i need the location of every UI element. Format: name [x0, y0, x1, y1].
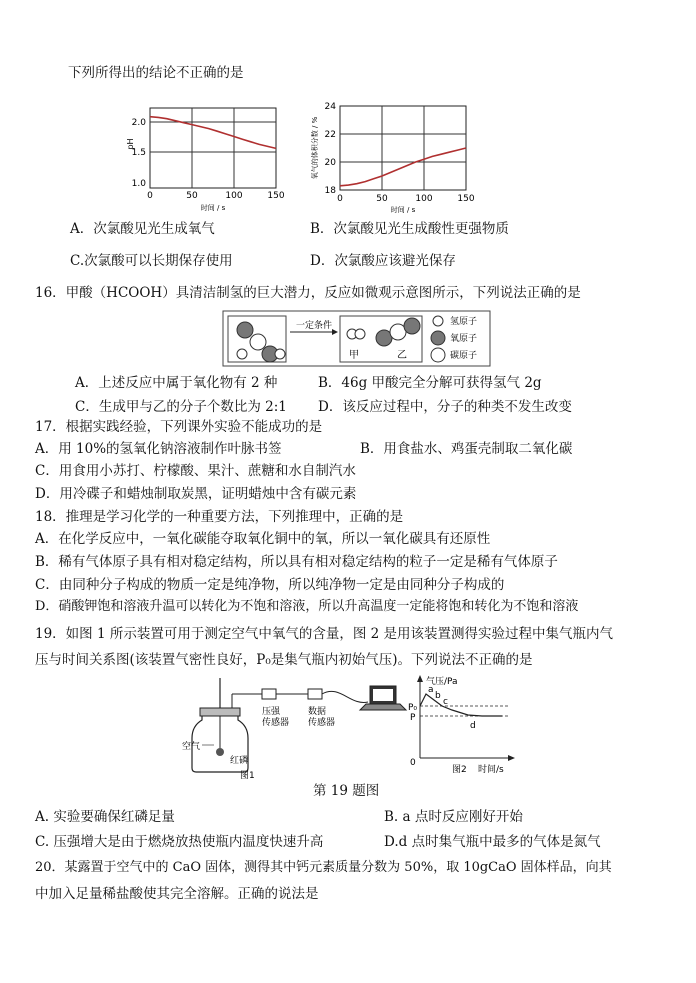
ph-ytick-1: 1.5 — [131, 148, 146, 158]
o2-xtick-0: 0 — [337, 194, 343, 204]
hydrogen-atom-icon — [237, 349, 247, 359]
fig2-pressure-curve — [420, 694, 502, 716]
o2-chart — [310, 98, 480, 214]
o2-xtick-2: 100 — [415, 194, 433, 204]
legend-carbon: 碳原子 — [450, 351, 478, 361]
o2-xtick-1: 50 — [376, 194, 388, 204]
pressure-sensor-icon — [262, 689, 276, 699]
fig2-p0: P₀ — [408, 703, 418, 713]
hydrogen-atom-icon — [275, 349, 285, 359]
ph-xtick-0: 0 — [147, 191, 153, 201]
q18-option-d[interactable]: D．硝酸钾饱和溶液升温可以转化为不饱和溶液，所以升高温度一定能将饱和转化为不饱和溶液 — [35, 599, 579, 614]
q19-figure2-pressure-chart — [378, 672, 518, 780]
o2-xtick-3: 150 — [457, 194, 475, 204]
fig2-xlabel: 时间/s — [478, 765, 504, 775]
o2-ytick-3: 24 — [324, 102, 336, 112]
ph-xlabel: 时间 / s — [200, 204, 226, 212]
fig2-ylabel: 气压/Pa — [426, 677, 458, 687]
q19-stem-line2: 压与时间关系图(该装置气密性良好，P₀是集气瓶内初始气压)。下列说法不正确的是 — [35, 652, 533, 668]
oxygen-atom-icon — [404, 318, 420, 334]
q16-option-a[interactable]: A．上述反应中属于氧化物有 2 种 — [75, 375, 278, 391]
fig2-point-c: c — [443, 697, 448, 707]
product-jia: 甲 — [349, 350, 359, 361]
q19-figure-title: 第 19 题图 — [313, 783, 380, 799]
ph-ytick-0: 1.0 — [131, 179, 146, 189]
o2-ytick-1: 20 — [324, 158, 336, 168]
ph-ylabel: pH — [126, 138, 135, 150]
legend-oxygen: 氧原子 — [450, 334, 478, 344]
carbon-atom-icon — [431, 348, 445, 362]
q17-stem: 17．根据实践经验，下列课外实验不能成功的是 — [35, 419, 323, 435]
carbon-atom-icon — [250, 334, 266, 350]
q20-line1: 20．某露置于空气中的 CaO 固体，测得其中钙元素质量分数为 50%，取 10gCaO 固体样品，向其 — [35, 860, 612, 875]
oxygen-atom-icon — [431, 331, 445, 345]
o2-xlabel: 时间 / s — [390, 206, 416, 214]
q17-option-b[interactable]: B．用食盐水、鸡蛋壳制取二氧化碳 — [360, 441, 573, 457]
q18-option-a[interactable]: A．在化学反应中，一氧化碳能夺取氧化铜中的氧，所以一氧化碳具有还原性 — [35, 531, 491, 547]
q19-option-d[interactable]: D.d 点时集气瓶中最多的气体是氮气 — [384, 834, 601, 850]
q15-option-a[interactable]: A．次氯酸见光生成氧气 — [70, 221, 215, 237]
sensor1-label: 压强 — [262, 707, 281, 717]
label-red-phosphorus: 红磷 — [230, 756, 249, 766]
q16-reaction-diagram — [222, 310, 492, 368]
q15-option-d[interactable]: D．次氯酸应该避光保存 — [310, 253, 456, 269]
o2-ytick-0: 18 — [324, 186, 336, 196]
fig2-point-a: a — [428, 685, 434, 695]
q20-line2: 中加入足量稀盐酸使其完全溶解。正确的说法是 — [35, 886, 319, 902]
legend-hydrogen: 氢原子 — [450, 317, 478, 327]
data-sensor-icon — [308, 689, 322, 699]
q15-option-b[interactable]: B．次氯酸见光生成酸性更强物质 — [310, 221, 509, 237]
hydrogen-atom-icon — [355, 329, 365, 339]
q19-option-c[interactable]: C. 压强增大是由于燃烧放热使瓶内温度快速升高 — [35, 834, 324, 850]
q15-option-c[interactable]: C.次氯酸可以长期保存使用 — [70, 253, 233, 269]
q19-stem-line1: 19．如图 1 所示装置可用于测定空气中氧气的含量，图 2 是用该装置测得实验过程中集气瓶内气 — [35, 626, 614, 642]
ph-series-line — [150, 117, 276, 149]
ph-chart — [128, 100, 288, 212]
fig2-point-d: d — [470, 721, 476, 731]
o2-ytick-2: 22 — [324, 130, 336, 140]
ph-xtick-3: 150 — [267, 191, 285, 201]
ph-ytick-2: 2.0 — [131, 118, 146, 128]
figure1-caption: 图1 — [240, 771, 255, 781]
red-phosphorus-icon — [216, 748, 224, 756]
reaction-condition: 一定条件 — [295, 321, 333, 331]
sensor2-label-b: 传感器 — [308, 718, 336, 728]
q16-option-d[interactable]: D．该反应过程中，分子的种类不发生改变 — [318, 399, 572, 415]
q18-option-c[interactable]: C．由同种分子构成的物质一定是纯净物，所以纯净物一定是由同种分子构成的 — [35, 577, 505, 593]
product-yi: 乙 — [397, 350, 407, 361]
ph-xtick-1: 50 — [186, 191, 198, 201]
q19-option-a[interactable]: A. 实验要确保红磷足量 — [35, 809, 175, 825]
q18-option-b[interactable]: B．稀有气体原子具有相对稳定结构，所以具有相对稳定结构的粒子一定是稀有气体原子 — [35, 554, 558, 570]
q17-option-d[interactable]: D．用冷碟子和蜡烛制取炭黑，证明蜡烛中含有碳元素 — [35, 486, 357, 502]
o2-ylabel: 氧气的体积分数 / % — [311, 116, 319, 180]
fig2-point-b: b — [435, 691, 441, 701]
o2-series-line — [340, 148, 466, 186]
q16-stem: 16．甲酸（HCOOH）具清洁制氢的巨大潜力，反应如微观示意图所示，下列说法正确的是 — [35, 285, 581, 301]
fig2-origin: 0 — [410, 758, 416, 768]
q17-option-c[interactable]: C．用食用小苏打、柠檬酸、果汁、蔗糖和水自制汽水 — [35, 463, 356, 479]
q16-option-c[interactable]: C．生成甲与乙的分子个数比为 2:1 — [75, 399, 287, 415]
hydrogen-atom-icon — [433, 316, 443, 326]
q15-stem: 下列所得出的结论不正确的是 — [68, 65, 244, 81]
ph-xtick-2: 100 — [225, 191, 243, 201]
label-air: 空气 — [182, 742, 201, 752]
q18-stem: 18．推理是学习化学的一种重要方法，下列推理中，正确的是 — [35, 509, 404, 525]
oxygen-atom-icon — [237, 322, 253, 338]
fig2-p: P — [410, 713, 416, 723]
q17-option-a[interactable]: A．用 10%的氢氧化钠溶液制作叶脉书签 — [35, 441, 282, 457]
q16-option-b[interactable]: B．46g 甲酸完全分解可获得氢气 2g — [318, 375, 542, 391]
q19-option-b[interactable]: B. a 点时反应刚好开始 — [384, 809, 523, 825]
figure2-caption: 图2 — [452, 765, 467, 775]
sensor2-label: 数据 — [308, 707, 327, 717]
sensor1-label-b: 传感器 — [262, 718, 290, 728]
